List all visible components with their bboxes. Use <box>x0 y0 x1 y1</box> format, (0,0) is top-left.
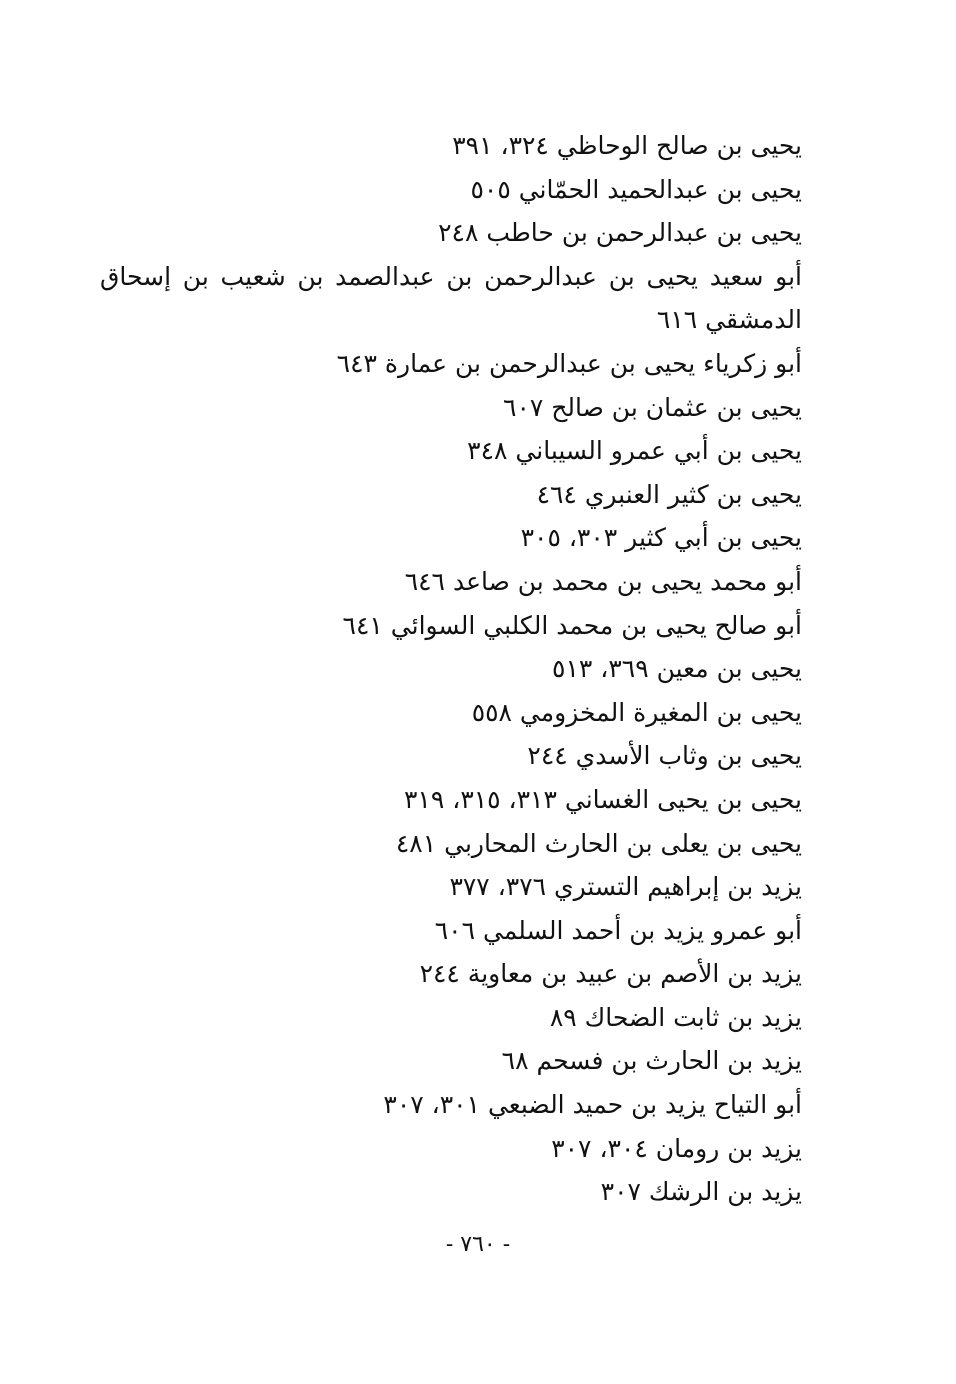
index-entry: أبو محمد يحيى بن محمد بن صاعد ٦٤٦ <box>404 566 802 596</box>
index-entry: يحيى بن يحيى الغساني ٣١٣، ٣١٥، ٣١٩ <box>404 784 802 814</box>
index-entry: أبو سعيد يحيى بن عبدالرحمن بن عبدالصمد بن شعيب بن إسحاق <box>100 261 802 291</box>
name-index-list <box>100 124 802 1214</box>
index-entry: يزيد بن الحارث بن فسحم ٦٨ <box>501 1046 802 1076</box>
index-entry: يحيى بن صالح الوحاظي ٣٢٤، ٣٩١ <box>452 131 802 160</box>
index-entry: يحيى بن أبي كثير ٣٠٣، ٣٠٥ <box>520 523 802 553</box>
index-entry: يحيى بن وثاب الأسدي ٢٤٤ <box>527 741 802 771</box>
index-entry-continuation: الدمشقي ٦١٦ <box>656 305 802 335</box>
index-entry: أبو عمرو يزيد بن أحمد السلمي ٦٠٦ <box>434 915 802 945</box>
index-entry: يزيد بن رومان ٣٠٤، ٣٠٧ <box>551 1133 802 1163</box>
index-entry: يحيى بن كثير العنبري ٤٦٤ <box>536 479 802 509</box>
index-entry: يحيى بن يعلى بن الحارث المحاربي ٤٨١ <box>395 828 802 858</box>
index-entry: يزيد بن إبراهيم التستري ٣٧٦، ٣٧٧ <box>449 872 802 902</box>
page-number: - ٧٦٠ - <box>445 1232 511 1257</box>
index-entry: يحيى بن عبدالرحمن بن حاطب ٢٤٨ <box>438 218 802 248</box>
index-entry: يحيى بن أبي عمرو السيباني ٣٤٨ <box>467 436 802 466</box>
index-entry: أبو التياح يزيد بن حميد الضبعي ٣٠١، ٣٠٧ <box>383 1090 802 1120</box>
index-entry: يحيى بن المغيرة المخزومي ٥٥٨ <box>471 697 802 727</box>
index-entry: يحيى بن معين ٣٦٩، ٥١٣ <box>552 654 802 684</box>
index-entry: يحيى بن عبدالحميد الحمّاني ٥٠٥ <box>470 174 802 204</box>
index-entry: يزيد بن الأصم بن عبيد بن معاوية ٢٤٤ <box>419 959 802 989</box>
index-entry: أبو زكرياء يحيى بن عبدالرحمن بن عمارة ٦٤٣ <box>336 348 802 378</box>
index-entry: أبو صالح يحيى بن محمد الكلبي السوائي ٦٤١ <box>342 610 802 640</box>
index-entry: يحيى بن عثمان بن صالح ٦٠٧ <box>503 392 802 422</box>
index-entry: يزيد بن الرشك ٣٠٧ <box>600 1177 802 1207</box>
index-entry: يزيد بن ثابت الضحاك ٨٩ <box>549 1002 802 1032</box>
